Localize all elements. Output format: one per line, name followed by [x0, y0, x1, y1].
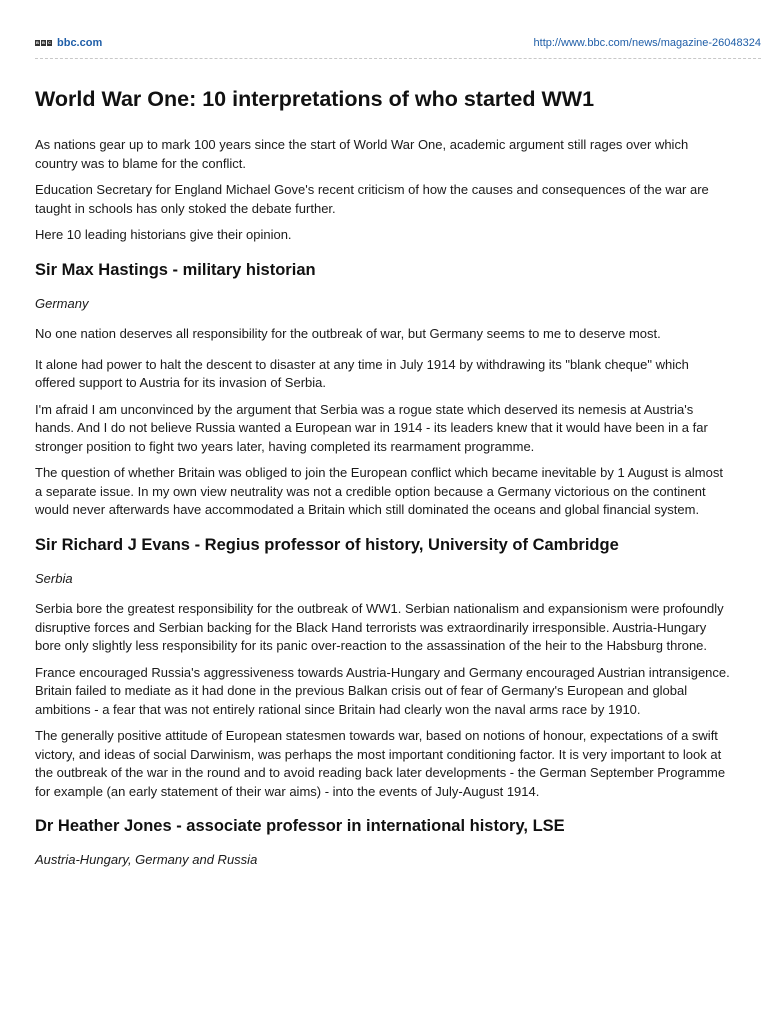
- section-paragraph: I'm afraid I am unconvinced by the argument that Serbia was a rogue state which deserved its nemesis at Austria's hands. And I do not believe Russia wanted a European war in 1914 - its leaders knew that it would have been in a far stronger position to fight two years later, having completed its rearmament programme.: [35, 401, 708, 454]
- bbc-logo-block-2: B: [42, 40, 45, 45]
- article-url-link[interactable]: http://www.bbc.com/news/magazine-26048324: [533, 37, 761, 49]
- bbc-logo-block-1: B: [36, 40, 39, 45]
- bbc-logo-block-3: C: [48, 40, 51, 45]
- section-heading-hastings: Sir Max Hastings - military historian: [35, 260, 316, 279]
- section-paragraph: It alone had power to halt the descent to disaster at any time in July 1914 by withdrawing its "blank cheque" which offered support to Austria for its invasion of Serbia.: [35, 356, 689, 390]
- section-paragraph: France encouraged Russia's aggressiveness towards Austria-Hungary and Germany encouraged Austrian intransigence. Britain failed to mediate as it had done in the previous Balkan crisis out of fear of Germany's European and global ambitions - a fear that was not entirely rational since Britain had clearly won the naval arms race by 1910.: [35, 664, 730, 717]
- section-verdict: Austria-Hungary, Germany and Russia: [35, 852, 258, 867]
- section-paragraph: The generally positive attitude of European statesmen towards war, based on notions of honour, expectations of a swift victory, and ideas of social Darwinism, was perhaps the most important conditioning factor. It is very important to look at the outbreak of the war in the round and to avoid reading back later developments - the German September Programme for example (an early statement of their war aims) - into the events of July-August 1914.: [35, 728, 726, 799]
- intro-paragraph: Here 10 leading historians give their opinion.: [35, 227, 292, 242]
- site-link[interactable]: bbc.com: [57, 37, 103, 49]
- section-verdict: Serbia: [35, 570, 73, 586]
- section-heading-jones: Dr Heather Jones - associate professor in international history, LSE: [35, 817, 565, 835]
- article-title: World War One: 10 interpretations of who started WW1: [35, 87, 595, 111]
- section-paragraph: The question of whether Britain was obliged to join the European conflict which became inevitable by 1 August is almost a separate issue. In my own view neutrality was not a credible option because a Germany victorious on the continent would never afterwards have accommodated a Britain which still dominated the oceans and global financial system.: [35, 465, 723, 517]
- section-paragraph: No one nation deserves all responsibility for the outbreak of war, but Germany seems to me to deserve most.: [35, 326, 661, 341]
- section-heading-evans: Sir Richard J Evans - Regius professor of history, University of Cambridge: [35, 535, 619, 554]
- page-header: [35, 36, 761, 59]
- section-paragraph: Serbia bore the greatest responsibility for the outbreak of WW1. Serbian nationalism and expansionism were profoundly disruptive forces and Serbian backing for the Black Hand terrorists was extraordinarily irresponsible. Austria-Hungary bore only slightly less responsibility for its panic over-reaction to the assassination of the heir to the Habsburg throne.: [35, 601, 724, 653]
- intro-paragraph: Education Secretary for England Michael Gove's recent criticism of how the causes and consequences of the war are taught in schools has only stoked the debate further.: [35, 182, 709, 216]
- article-body: [35, 86, 730, 882]
- section-verdict: Germany: [35, 295, 89, 311]
- bbc-logo-icon: [35, 40, 52, 46]
- intro-paragraph: As nations gear up to mark 100 years since the start of World War One, academic argument still rages over which country was to blame for the conflict.: [35, 137, 689, 171]
